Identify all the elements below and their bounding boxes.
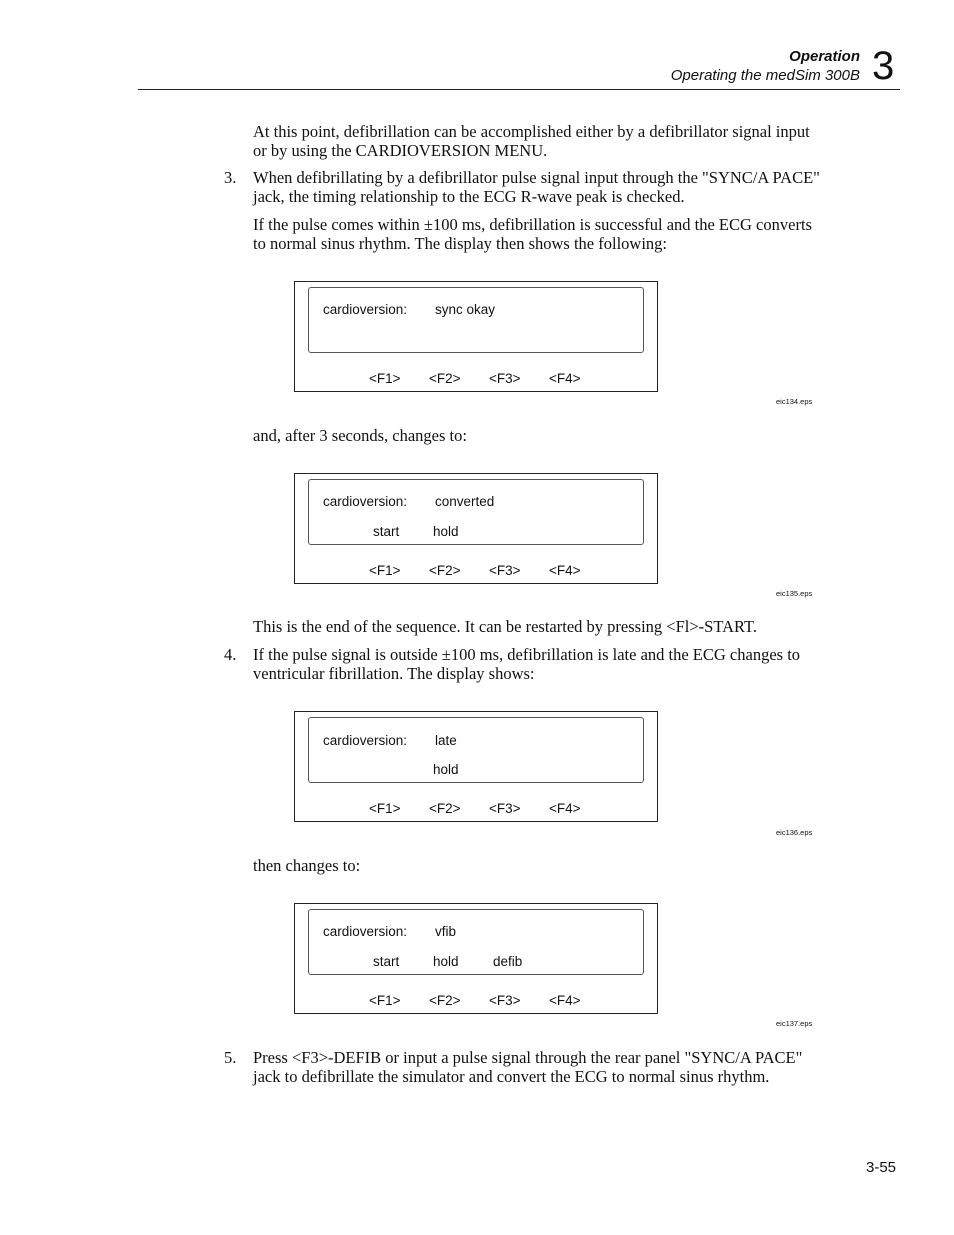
display-label: cardioversion: <box>323 494 408 509</box>
after-figure-2-text: This is the end of the sequence. It can be restarted by pressing <Fl>-START. <box>253 617 757 636</box>
figure-id: eic137.eps <box>776 1019 813 1028</box>
step-3-text: When defibrillating by a defibrillator pulse signal input through the "SYNC/A PACE" jack, the timing relationship to the ECG R-wave peak is checked. <box>253 168 820 206</box>
fkey-f2: <F2> <box>429 993 461 1008</box>
intro-paragraph: At this point, defibrillation can be accomplished either by a defibrillator signal input or by using the CARDIOVERSION MENU. <box>253 122 810 160</box>
fkey-f3: <F3> <box>489 371 521 386</box>
softkey-start: start <box>373 524 400 539</box>
fkey-f2: <F2> <box>429 563 461 578</box>
softkey-hold: hold <box>433 762 459 777</box>
chapter-number: 3 <box>872 44 895 88</box>
softkey-hold: hold <box>433 524 459 539</box>
section-title: Operating the medSim 300B <box>670 67 860 84</box>
fkey-f1: <F1> <box>369 563 401 578</box>
figure-id: eic136.eps <box>776 828 813 837</box>
lcd-display-2 <box>294 473 658 584</box>
fkey-f3: <F3> <box>489 563 521 578</box>
fkey-f4: <F4> <box>549 801 581 816</box>
step-5-text: Press <F3>-DEFIB or input a pulse signal through the rear panel "SYNC/A PACE" jack to defibrillate the simulator and convert the ECG to normal sinus rhythm. <box>253 1048 803 1086</box>
step-3-detail: If the pulse comes within ±100 ms, defibrillation is successful and the ECG converts to normal sinus rhythm. The display then shows the following: <box>253 215 812 253</box>
lcd-screen <box>308 479 644 545</box>
display-label: cardioversion: <box>323 733 408 748</box>
figure-id: eic135.eps <box>776 589 813 598</box>
figure-id: eic134.eps <box>776 397 813 406</box>
fkey-f1: <F1> <box>369 371 401 386</box>
softkey-defib: defib <box>493 954 523 969</box>
lcd-screen <box>308 909 644 975</box>
display-label: cardioversion: <box>323 302 408 317</box>
fkey-f3: <F3> <box>489 993 521 1008</box>
page-number: 3-55 <box>866 1159 897 1176</box>
fkey-f3: <F3> <box>489 801 521 816</box>
after-figure-1-text: and, after 3 seconds, changes to: <box>253 426 467 445</box>
step-4-text: If the pulse signal is outside ±100 ms, defibrillation is late and the ECG changes to ventricular fibrillation. The display shows: <box>253 645 801 683</box>
fkey-f2: <F2> <box>429 801 461 816</box>
after-figure-3-text: then changes to: <box>253 856 361 875</box>
fkey-f1: <F1> <box>369 801 401 816</box>
fkey-f4: <F4> <box>549 371 581 386</box>
step-4-number: 4. <box>224 645 237 664</box>
display-status: late <box>435 733 457 748</box>
lcd-screen <box>308 287 644 353</box>
chapter-title: Operation <box>789 48 860 65</box>
display-status: sync okay <box>435 302 496 317</box>
lcd-display-4 <box>294 903 658 1014</box>
header-rule <box>138 89 900 90</box>
fkey-f4: <F4> <box>549 563 581 578</box>
fkey-f2: <F2> <box>429 371 461 386</box>
softkey-start: start <box>373 954 400 969</box>
lcd-display-3 <box>294 711 658 822</box>
lcd-display-1 <box>294 281 658 392</box>
display-status: vfib <box>435 924 457 939</box>
display-label: cardioversion: <box>323 924 408 939</box>
step-5-number: 5. <box>224 1048 237 1067</box>
fkey-f4: <F4> <box>549 993 581 1008</box>
display-status: converted <box>435 494 495 509</box>
fkey-f1: <F1> <box>369 993 401 1008</box>
lcd-screen <box>308 717 644 783</box>
step-3-number: 3. <box>224 168 237 187</box>
softkey-hold: hold <box>433 954 459 969</box>
